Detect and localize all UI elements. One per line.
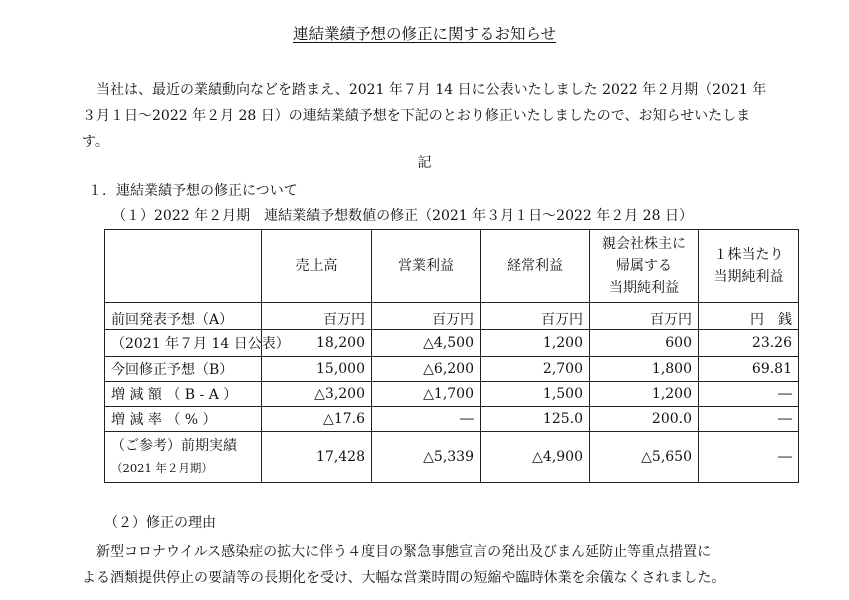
table-row-change-rate	[105, 407, 799, 432]
cell-value: ―	[699, 407, 799, 432]
row-label: 増 減 率 （ % ）	[105, 407, 262, 432]
unit-label: 百万円	[262, 303, 372, 330]
document-title: 連結業績予想の修正に関するお知らせ	[292, 25, 557, 43]
intro-line: す。	[82, 134, 109, 150]
header-net-income-parent: 親会社株主に 帰属する 当期純利益	[590, 230, 699, 303]
row-label: 今回修正予想（B）	[105, 357, 262, 382]
table-row-prev-forecast-values	[105, 330, 799, 357]
cell-value: △3,200	[262, 382, 372, 407]
table-row-prev-forecast	[105, 303, 799, 330]
cell-value: 17,428	[262, 432, 372, 483]
header-ordinary-income: 経常利益	[481, 230, 590, 303]
cell-value: 15,000	[262, 357, 372, 382]
cell-value: 600	[590, 330, 699, 357]
unit-label: 百万円	[481, 303, 590, 330]
row-label-cell	[105, 432, 262, 483]
cell-value: △4,500	[372, 330, 481, 357]
row-label: 増 減 額 （ B - A ）	[105, 382, 262, 407]
table-row-change-amount	[105, 382, 799, 407]
header-operating-income: 営業利益	[372, 230, 481, 303]
cell-value: 1,500	[481, 382, 590, 407]
document-title-wrap	[0, 22, 849, 44]
cell-value: △5,339	[372, 432, 481, 483]
cell-value: △1,700	[372, 382, 481, 407]
cell-value: 18,200	[262, 330, 372, 357]
table-row-prior-actual	[105, 432, 799, 483]
row-label: （ご参考）前期実績	[111, 438, 237, 454]
cell-value: ―	[699, 382, 799, 407]
cell-value: △17.6	[262, 407, 372, 432]
row-label: 前回発表予想（A）	[105, 303, 262, 330]
unit-label: 円 銭	[699, 303, 799, 330]
header-eps: １株当たり 当期純利益	[699, 230, 799, 303]
intro-line: 当社は、最近の業績動向などを踏まえ、2021 年７月 14 日に公表いたしました 2022 年２月期（2021 年	[82, 82, 767, 98]
unit-label: 百万円	[372, 303, 481, 330]
intro-paragraph	[82, 77, 794, 155]
cell-value: 69.81	[699, 357, 799, 382]
cell-value: △6,200	[372, 357, 481, 382]
ki-marker: 記	[417, 155, 432, 171]
cell-value: △5,650	[590, 432, 699, 483]
table-row-revised-forecast	[105, 357, 799, 382]
cell-value: 125.0	[481, 407, 590, 432]
forecast-table	[104, 229, 799, 483]
cell-value: △4,900	[481, 432, 590, 483]
reason-paragraph	[82, 539, 794, 591]
section-heading-1: １．連結業績予想の修正について	[88, 183, 298, 199]
subsection-heading-1: （１）2022 年２月期 連結業績予想数値の修正（2021 年３月１日～2022 年２月 28 日）	[112, 208, 693, 224]
section-heading-2: （２）修正の理由	[104, 515, 216, 531]
reason-line: よる酒類提供停止の要請等の長期化を受け、大幅な営業時間の短縮や臨時休業を余儀なくされました。	[82, 570, 726, 586]
cell-value: 1,200	[481, 330, 590, 357]
header-corner-cell	[105, 230, 262, 303]
header-sales: 売上高	[262, 230, 372, 303]
intro-line: ３月１日～2022 年２月 28 日）の連結業績予想を下記のとおり修正いたしましたので、お知らせいたしま	[82, 108, 751, 124]
cell-value: ―	[372, 407, 481, 432]
cell-value: 200.0	[590, 407, 699, 432]
cell-value: 2,700	[481, 357, 590, 382]
unit-label: 百万円	[590, 303, 699, 330]
cell-value: 1,200	[590, 382, 699, 407]
row-sublabel: （2021 年７月 14 日公表）	[105, 330, 262, 357]
cell-value: ―	[699, 432, 799, 483]
table-header-row	[105, 230, 799, 303]
reason-line: 新型コロナウイルス感染症の拡大に伴う４度目の緊急事態宣言の発出及びまん延防止等重点措置に	[82, 544, 712, 560]
cell-value: 23.26	[699, 330, 799, 357]
cell-value: 1,800	[590, 357, 699, 382]
row-sublabel: （2021 年２月期）	[111, 461, 213, 475]
